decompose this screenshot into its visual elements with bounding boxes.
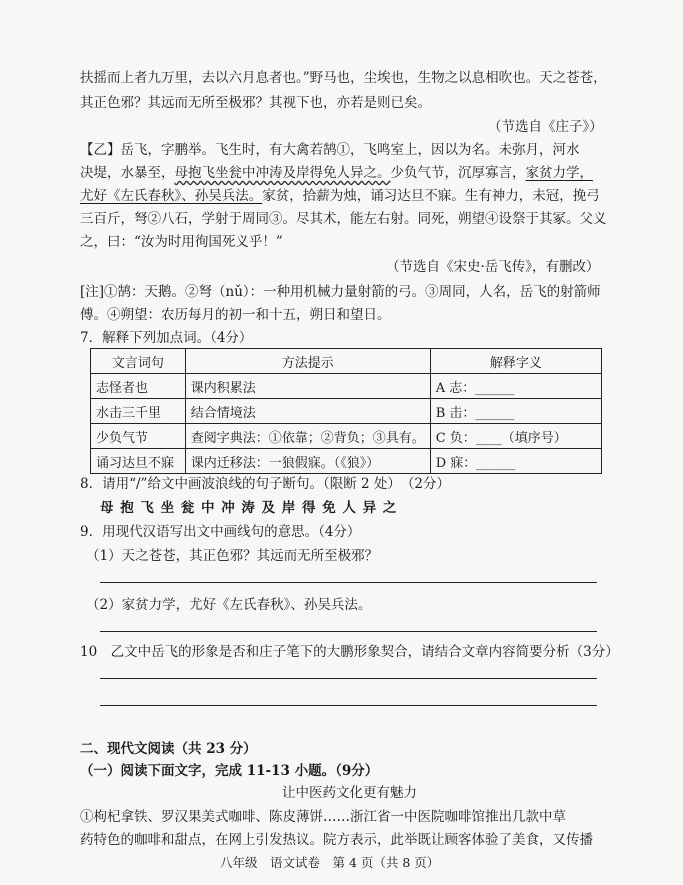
table-row [91, 374, 602, 399]
row-answer[interactable]: C 负：____（填序号） [430, 424, 601, 449]
q7-table [90, 348, 602, 474]
answer-line[interactable] [100, 582, 597, 583]
passage-b-line-2-rest: 少负气节，沉厚寡言， [390, 165, 526, 181]
answer-line[interactable] [100, 705, 597, 706]
passage-b-line-2-start: 决堤，水暴至， [80, 165, 175, 181]
source-b: （节选自《宋史·岳飞传》，有删改） [386, 259, 600, 275]
passage-b-line-2 [80, 164, 593, 182]
q8-title: 8．请用“/”给文中画波浪线的句子断句。（限断 2 处） （2分） [80, 476, 450, 492]
passage-b-line-5: 之，曰：“汝为时用徇国死义乎！” [80, 234, 283, 250]
underlined-phrase-2: 尤好《左氏春秋》、孙吴兵法。 [80, 188, 263, 204]
q7-title: 7．解释下列加点词。（4分） [80, 330, 253, 346]
page-footer: 八年级 语文试卷 第 4 页（共 8 页） [220, 855, 440, 870]
q10-title: 10 乙文中岳飞的形象是否和庄子笔下的大鹏形象契合，请结合文章内容简要分析（3分） [80, 644, 619, 660]
passage-a-line-1: 扶摇而上者九万里，去以六月息者也。”野马也，尘埃也，生物之以息相吹也。天之苍苍， [80, 70, 607, 86]
row-phrase: 少负气节 [91, 424, 186, 449]
row-answer[interactable]: B 击：______ [430, 399, 601, 424]
q9-title: 9．用现代汉语写出文中画线句的意思。（4分） [80, 524, 361, 540]
row-method: 查阅字典法：①依靠；②背负；③具有。 [185, 424, 430, 449]
row-phrase: 诵习达旦不寐 [91, 449, 186, 474]
section2-title: 二、现代文阅读（共 23 分） [80, 741, 257, 757]
section2-subtitle: （一）阅读下面文字，完成 11-13 小题。（9分） [80, 763, 379, 779]
note-line-2: 傅。④朔望：农历每月的初一和十五，朔日和望日。 [80, 307, 391, 323]
article-title: 让中医药文化更有魅力 [282, 785, 417, 801]
table-row [91, 424, 602, 449]
answer-line[interactable] [100, 631, 597, 632]
row-answer[interactable]: D 寐：______ [430, 449, 601, 474]
passage-b-line-4: 三百斤，弩②八石，学射于周同③。尽其术，能左右射。同死，朔望④设祭于其冢。父义 [80, 211, 607, 227]
article-line-1: ①枸杞拿铁、罗汉果美式咖啡、陈皮薄饼……浙江省一中医院咖啡馆推出几款中草 [80, 809, 566, 825]
article-line-2: 药特色的咖啡和甜点，在网上引发热议。院方表示，此举既让顾客体验了美食，又传播 [80, 832, 593, 848]
passage-a-line-2: 其正色邪？其远而无所至极邪？其视下也，亦若是则已矣。 [80, 95, 431, 111]
row-phrase: 水击三千里 [91, 399, 186, 424]
source-a: （节选自《庄子》） [488, 119, 603, 135]
header-method: 方法提示 [185, 349, 430, 374]
q8-sentence[interactable]: 母 抱 飞 坐 瓮 中 冲 涛 及 岸 得 免 人 异 之 [100, 500, 398, 516]
header-answer: 解释字义 [430, 349, 601, 374]
row-method: 课内迁移法：一狼假寐。（《狼》） [185, 449, 430, 474]
note-line-1: [注]①鹄：天鹅。②弩（nǔ）：一种用机械力量射箭的弓。③周同，人名，岳飞的射箭师 [80, 284, 601, 300]
wavy-sentence: 母抱飞坐瓮中冲涛及岸得免人异之。 [174, 165, 391, 181]
passage-b-line-3-rest: 家贫，拾薪为烛，诵习达旦不寐。生有神力，未冠，挽弓 [262, 188, 600, 204]
q9-item-2: （2）家贫力学，尤好《左氏春秋》、孙吴兵法。 [86, 597, 372, 613]
row-phrase: 志怪者也 [91, 374, 186, 399]
table-row [91, 449, 602, 474]
table-header-row [91, 349, 602, 374]
row-answer[interactable]: A 志：______ [430, 374, 601, 399]
answer-line[interactable] [100, 678, 597, 679]
underlined-phrase-1: 家贫力学， [525, 165, 593, 181]
row-method: 结合情境法 [185, 399, 430, 424]
passage-b-line-3 [80, 187, 600, 205]
q9-item-1: （1）天之苍苍，其正色邪？其远而无所至极邪？ [86, 548, 379, 564]
header-phrase: 文言词句 [91, 349, 186, 374]
table-row [91, 399, 602, 424]
row-method: 课内积累法 [185, 374, 430, 399]
passage-b-line-1: 【乙】岳飞，字鹏举。飞生时，有大禽若鹄①，飞鸣室上，因以为名。未弥月，河水 [80, 142, 580, 158]
